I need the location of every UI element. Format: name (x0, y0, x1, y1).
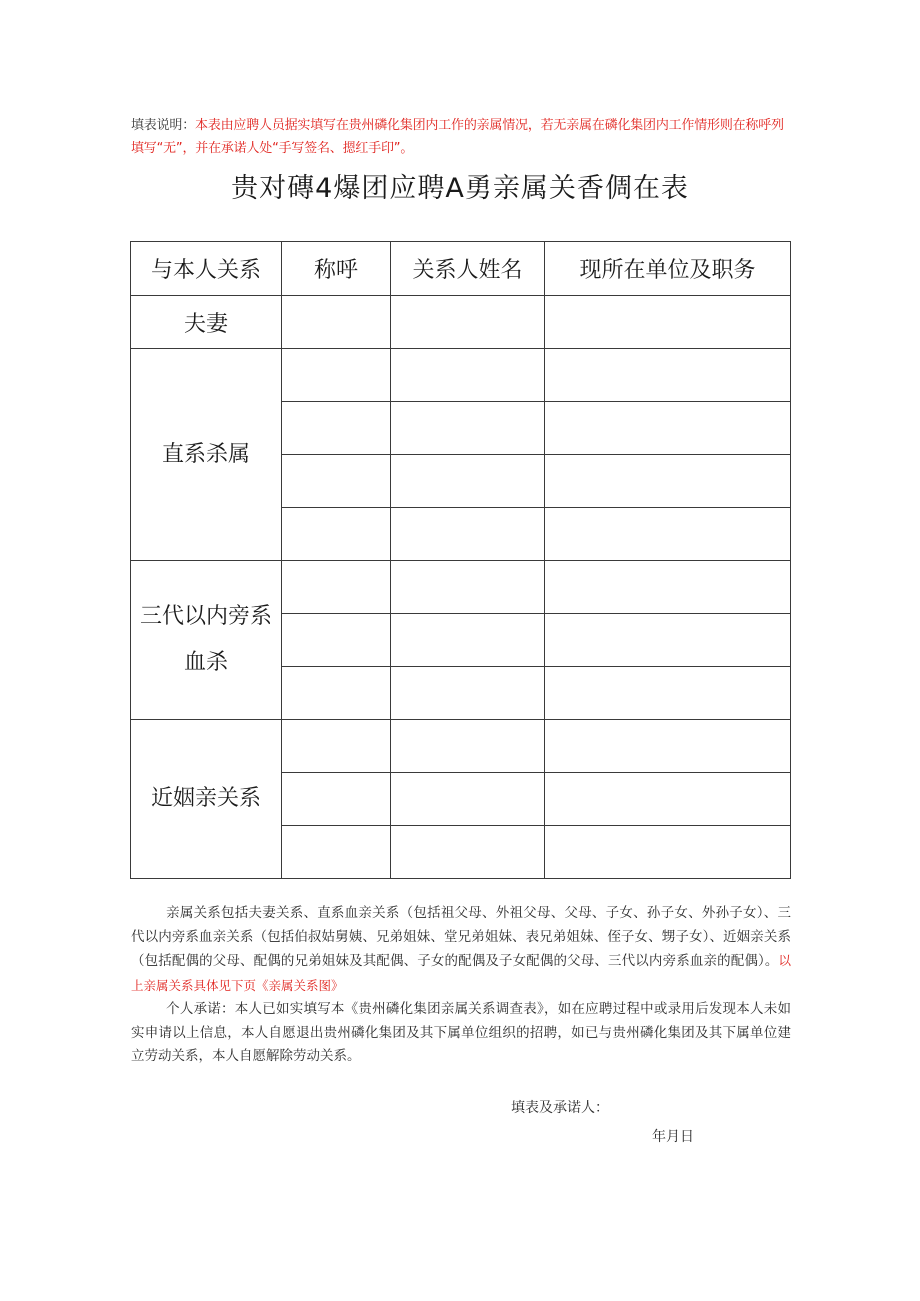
cell-name-input[interactable] (391, 402, 545, 455)
cell-unit-input[interactable] (545, 667, 791, 720)
relatives-table (130, 241, 791, 879)
cell-title-input[interactable] (282, 614, 391, 667)
group-direct-lineal: 直系杀属 (131, 349, 282, 561)
cell-title-input[interactable] (282, 349, 391, 402)
cell-title-input[interactable] (282, 402, 391, 455)
table-row (131, 561, 791, 614)
cell-unit-input[interactable] (545, 614, 791, 667)
cell-unit-input[interactable] (545, 826, 791, 879)
page-title: 贵对磚4爆团应聘A勇亲属关香倜在表 (231, 173, 689, 204)
cell-title-input[interactable] (282, 561, 391, 614)
cell-unit-input[interactable] (545, 720, 791, 773)
cell-unit-input[interactable] (545, 455, 791, 508)
cell-unit-input[interactable] (545, 561, 791, 614)
cell-title-input[interactable] (282, 455, 391, 508)
cell-title-input[interactable] (282, 826, 391, 879)
table-header-row (131, 242, 791, 296)
relations-link-text: 以上亲属关系具体见下页《亲属关系图》 (131, 953, 791, 993)
cell-unit-input[interactable] (545, 349, 791, 402)
cell-name-input[interactable] (391, 773, 545, 826)
group-collateral-three-gen: 三代以内旁系血杀 (131, 561, 282, 720)
cell-unit-input[interactable] (545, 402, 791, 455)
group-in-laws: 近姻亲关系 (131, 720, 282, 879)
instructions-lead: 填表说明： (131, 118, 196, 133)
cell-name-input[interactable] (391, 508, 545, 561)
cell-name-input[interactable] (391, 667, 545, 720)
cell-unit-input[interactable] (545, 508, 791, 561)
cell-title-input[interactable] (282, 720, 391, 773)
cell-name-input[interactable] (391, 720, 545, 773)
promise-paragraph: 个人承诺：本人已如实填写本《贵州磷化集团亲属关系调查表》，如在应聘过程中或录用后发现本人未如实申请以上信息，本人自愿退出贵州磷化集团及其下属单位组织的招聘，如已与贵州磷化集团及其下属单位建立劳动关系，本人自愿解除劳动关系。 (131, 1001, 791, 1064)
header-title: 称呼 (282, 242, 391, 296)
cell-name-input[interactable] (391, 349, 545, 402)
relations-paragraph (131, 902, 791, 998)
cell-name-input[interactable] (391, 614, 545, 667)
cell-title-input[interactable] (282, 773, 391, 826)
signer-label: 填表及承诺人： (511, 1100, 609, 1116)
table-row (131, 349, 791, 402)
cell-title-input[interactable] (282, 508, 391, 561)
cell-name-input[interactable] (391, 296, 545, 349)
table-row (131, 296, 791, 349)
notes-section (131, 902, 791, 1069)
cell-name-input[interactable] (391, 826, 545, 879)
header-unit-position: 现所在单位及职务 (545, 242, 791, 296)
header-relationship: 与本人关系 (131, 242, 282, 296)
cell-title-input[interactable] (282, 296, 391, 349)
fill-instructions (131, 114, 791, 160)
cell-title-input[interactable] (282, 667, 391, 720)
date-label: 年月日 (652, 1129, 694, 1145)
cell-unit-input[interactable] (545, 296, 791, 349)
table-row (131, 720, 791, 773)
cell-name-input[interactable] (391, 455, 545, 508)
cell-unit-input[interactable] (545, 773, 791, 826)
cell-name-input[interactable] (391, 561, 545, 614)
group-spouse: 夫妻 (131, 296, 282, 349)
relations-text: 亲属关系包括夫妻关系、直系血亲关系（包括祖父母、外祖父母、父母、子女、孙子女、外孙子女）、三代以内旁系血亲关系（包括伯叔姑舅姨、兄弟姐妹、堂兄弟姐妹、表兄弟姐妹、侄子女、甥子女）、近姻亲关系（包括配偶的父母、配偶的兄弟姐妹及其配偶、子女的配偶及子女配偶的父母、三代以内旁系血亲的配偶）。 (131, 905, 791, 969)
header-name: 关系人姓名 (391, 242, 545, 296)
instructions-text: 本表由应聘人员据实填写在贵州磷化集团内工作的亲属情况，若无亲属在磷化集团内工作情形则在称呼列填写“无”，并在承诺人处“手写签名、摁红手印”。 (131, 118, 784, 156)
